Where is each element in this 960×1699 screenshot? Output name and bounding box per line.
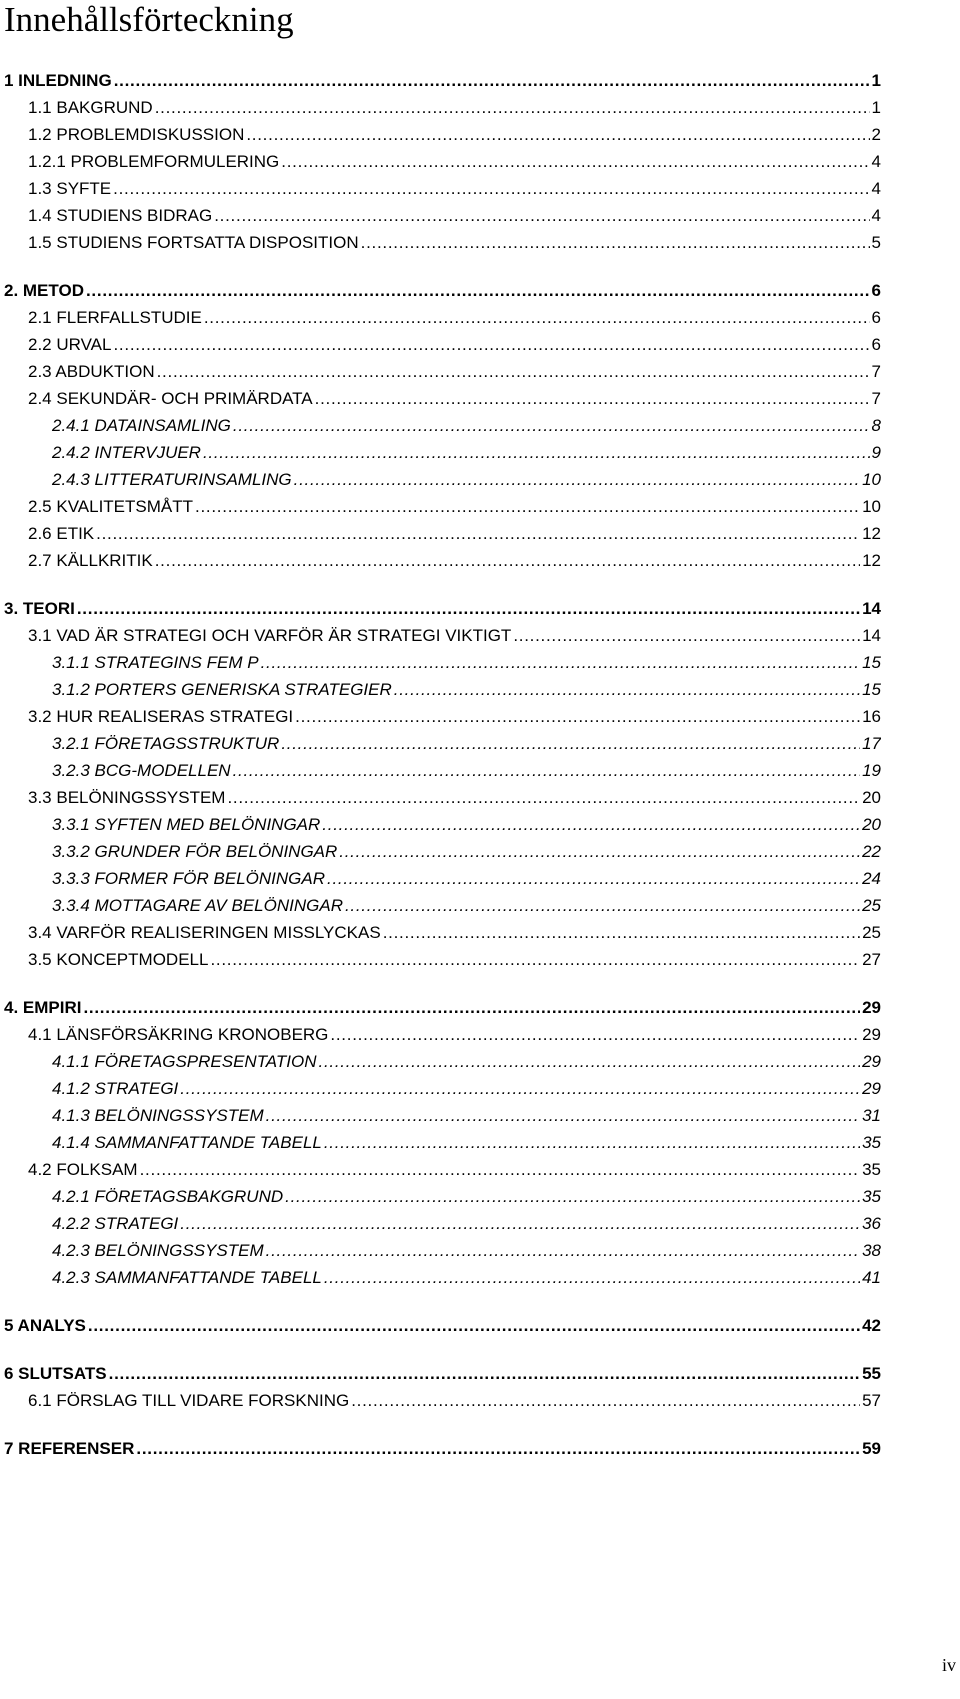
dot-leader [324, 1267, 860, 1289]
dot-leader [324, 1132, 860, 1154]
toc-entry-label: 3.2 HUR REALISERAS STRATEGI [28, 707, 294, 726]
dot-leader [113, 178, 869, 200]
toc-entry-label: 4.1.4 SAMMANFATTANDE TABELL [52, 1133, 322, 1152]
toc-entry-page: 1 [871, 98, 881, 117]
toc-entry-page: 15 [862, 653, 881, 672]
toc-entry-label: 1.2 PROBLEMDISKUSSION [28, 125, 245, 144]
toc-entry-label: 3.2.3 BCG-MODELLEN [52, 761, 231, 780]
toc-entry[interactable] [0, 442, 881, 464]
toc-entry-label: 3.1.1 STRATEGINS FEM P [52, 653, 259, 672]
toc-entry[interactable] [0, 814, 881, 836]
dot-leader [266, 1240, 860, 1262]
dot-leader [281, 733, 860, 755]
dot-leader [233, 760, 861, 782]
dot-leader [180, 1078, 860, 1100]
toc-entry-label: 4.2 FOLKSAM [28, 1160, 138, 1179]
toc-entry-page: 14 [862, 626, 881, 645]
dot-leader [383, 922, 860, 944]
toc-entry-page: 4 [871, 152, 881, 171]
toc-entry-page: 6 [871, 308, 881, 327]
toc-entry-page: 29 [862, 998, 881, 1017]
page-number: iv [941, 1655, 956, 1675]
toc-entry[interactable] [0, 997, 881, 1019]
toc-entry[interactable] [0, 679, 881, 701]
toc-entry[interactable] [0, 70, 881, 92]
toc-entry-page: 25 [862, 923, 881, 942]
toc-entry[interactable] [0, 841, 881, 863]
toc-entry-label: 1.3 SYFTE [28, 179, 112, 198]
toc-entry[interactable] [0, 523, 881, 545]
toc-entry[interactable] [0, 415, 881, 437]
dot-leader [319, 1051, 861, 1073]
toc-entry[interactable] [0, 1051, 881, 1073]
toc-entry-label: 4.2.2 STRATEGI [52, 1214, 179, 1233]
toc-entry-page: 17 [862, 734, 881, 753]
dot-leader [513, 625, 860, 647]
toc-entry-page: 14 [862, 599, 881, 618]
toc-entry-label: 4. EMPIRI [4, 998, 82, 1017]
dot-leader [351, 1390, 860, 1412]
toc-entry[interactable] [0, 760, 881, 782]
toc-entry-label: 3.3.1 SYFTEN MED BELÖNINGAR [52, 815, 321, 834]
toc-entry-label: 5 ANALYS [4, 1316, 86, 1335]
dot-leader [315, 388, 870, 410]
toc-entry[interactable] [0, 496, 881, 518]
dot-leader [86, 280, 870, 302]
toc-entry[interactable] [0, 334, 881, 356]
toc-entry[interactable] [0, 1078, 881, 1100]
toc-entry-page: 8 [871, 416, 881, 435]
toc-entry[interactable] [0, 388, 881, 410]
toc-entry-page: 35 [862, 1187, 881, 1206]
toc-entry[interactable] [0, 652, 881, 674]
toc-entry-label: 2.2 URVAL [28, 335, 112, 354]
toc-entry-page: 16 [862, 707, 881, 726]
toc-entry-page: 36 [862, 1214, 881, 1233]
toc-entry[interactable] [0, 550, 881, 572]
toc-entry-label: 3.2.1 FÖRETAGSSTRUKTUR [52, 734, 280, 753]
toc-entry[interactable] [0, 868, 881, 890]
toc-entry-page: 19 [862, 761, 881, 780]
toc-entry-label: 3.4 VARFÖR REALISERINGEN MISSLYCKAS [28, 923, 381, 942]
toc-entry-label: 4.2.3 SAMMANFATTANDE TABELL [52, 1268, 322, 1287]
toc-entry[interactable] [0, 1363, 881, 1385]
toc-entry-page: 12 [862, 524, 881, 543]
dot-leader [157, 361, 870, 383]
toc-entry-page: 35 [862, 1160, 881, 1179]
toc-entry-label: 1 INLEDNING [4, 71, 112, 90]
toc-entry-page: 6 [871, 335, 881, 354]
toc-entry-page: 5 [871, 233, 881, 252]
toc-entry[interactable] [0, 232, 881, 254]
dot-leader [83, 997, 860, 1019]
dot-leader [266, 1105, 860, 1127]
toc-entry-page: 2 [871, 125, 881, 144]
toc-entry[interactable] [0, 1105, 881, 1127]
dot-leader [281, 151, 869, 173]
toc-entry-label: 3.3.2 GRUNDER FÖR BELÖNINGAR [52, 842, 338, 861]
toc-entry[interactable] [0, 895, 881, 917]
toc-entry-page: 38 [862, 1241, 881, 1260]
toc-entry-label: 4.1.2 STRATEGI [52, 1079, 179, 1098]
dot-leader [322, 814, 860, 836]
toc-entry-page: 4 [871, 206, 881, 225]
toc-entry[interactable] [0, 787, 881, 809]
toc-entry-label: 2.1 FLERFALLSTUDIE [28, 308, 202, 327]
toc-entry-page: 24 [862, 869, 881, 888]
dot-leader [261, 652, 861, 674]
dot-leader [113, 334, 869, 356]
toc-entry-label: 1.1 BAKGRUND [28, 98, 153, 117]
dot-leader [246, 124, 869, 146]
toc-entry-label: 6.1 FÖRSLAG TILL VIDARE FORSKNING [28, 1391, 350, 1410]
toc-entry-label: 1.4 STUDIENS BIDRAG [28, 206, 213, 225]
toc-entry-label: 4.1.1 FÖRETAGSPRESENTATION [52, 1052, 317, 1071]
toc-entry-page: 55 [862, 1364, 881, 1383]
toc-entry-page: 25 [862, 896, 881, 915]
toc-entry-page: 9 [871, 443, 881, 462]
toc-entry-page: 35 [862, 1133, 881, 1152]
toc-entry[interactable] [0, 97, 881, 119]
toc-entry[interactable] [0, 1315, 881, 1337]
toc-entry-label: 3.3.3 FORMER FÖR BELÖNINGAR [52, 869, 325, 888]
toc-entry-label: 2.4.2 INTERVJUER [52, 443, 201, 462]
toc-entry-page: 7 [871, 362, 881, 381]
toc-entry[interactable] [0, 733, 881, 755]
toc-entry-label: 1.2.1 PROBLEMFORMULERING [28, 152, 280, 171]
dot-leader [180, 1213, 860, 1235]
toc-entry-label: 2.3 ABDUKTION [28, 362, 155, 381]
toc-entry-label: 2. METOD [4, 281, 84, 300]
toc-entry-label: 3.3.4 MOTTAGARE AV BELÖNINGAR [52, 896, 343, 915]
dot-leader [96, 523, 860, 545]
dot-leader [233, 415, 870, 437]
toc-entry-label: 7 REFERENSER [4, 1439, 135, 1458]
dot-leader [77, 598, 860, 620]
toc-entry-label: 6 SLUTSATS [4, 1364, 107, 1383]
toc-entry[interactable] [0, 205, 881, 227]
toc-title: Innehållsförteckning [4, 0, 294, 39]
toc-entry-page: 42 [862, 1316, 881, 1335]
toc-entry-page: 27 [862, 950, 881, 969]
toc-entry-label: 3. TEORI [4, 599, 75, 618]
toc-entry-label: 2.5 KVALITETSMÅTT [28, 497, 194, 516]
toc-entry-label: 3.5 KONCEPTMODELL [28, 950, 209, 969]
toc-entry[interactable] [0, 706, 881, 728]
toc-entry-page: 22 [862, 842, 881, 861]
dot-leader [140, 1159, 860, 1181]
toc-entry-label: 3.1 VAD ÄR STRATEGI OCH VARFÖR ÄR STRATEGI VIKTIGT [28, 626, 512, 645]
toc-entry-page: 59 [862, 1439, 881, 1458]
dot-leader [394, 679, 860, 701]
toc-entry[interactable] [0, 151, 881, 173]
toc-entry[interactable] [0, 178, 881, 200]
toc-entry-label: 4.1.3 BELÖNINGSSYSTEM [52, 1106, 264, 1125]
toc-entry-label: 4.2.3 BELÖNINGSSYSTEM [52, 1241, 264, 1260]
toc-entry-label: 2.4.3 LITTERATURINSAMLING [52, 470, 292, 489]
toc-entry-page: 20 [862, 788, 881, 807]
dot-leader [295, 706, 860, 728]
toc-entry-label: 2.6 ETIK [28, 524, 95, 543]
toc-entry-page: 29 [862, 1052, 881, 1071]
toc-entry[interactable] [0, 1267, 881, 1289]
toc-entry-page: 10 [862, 497, 881, 516]
toc-entry-label: 2.4 SEKUNDÄR- OCH PRIMÄRDATA [28, 389, 313, 408]
toc-entry[interactable] [0, 949, 881, 971]
toc-entry-page: 15 [862, 680, 881, 699]
toc-entry[interactable] [0, 1213, 881, 1235]
dot-leader [339, 841, 860, 863]
toc-entry[interactable] [0, 469, 881, 491]
toc-entry-page: 6 [871, 281, 881, 300]
toc-entry-page: 41 [862, 1268, 881, 1287]
toc-entry[interactable] [0, 124, 881, 146]
toc-entry-label: 1.5 STUDIENS FORTSATTA DISPOSITION [28, 233, 359, 252]
dot-leader [330, 1024, 860, 1046]
dot-leader [136, 1438, 860, 1460]
toc-entry-page: 57 [862, 1391, 881, 1410]
toc-entry-page: 7 [871, 389, 881, 408]
toc-entry[interactable] [0, 280, 881, 302]
dot-leader [195, 496, 860, 518]
dot-leader [109, 1363, 860, 1385]
toc-entry[interactable] [0, 1159, 881, 1181]
dot-leader [204, 307, 870, 329]
dot-leader [155, 550, 860, 572]
toc-entry-label: 4.1 LÄNSFÖRSÄKRING KRONOBERG [28, 1025, 329, 1044]
dot-leader [285, 1186, 860, 1208]
toc-entry-page: 1 [871, 71, 881, 90]
dot-leader [294, 469, 860, 491]
toc-entry[interactable] [0, 1438, 881, 1460]
toc-entry-label: 3.1.2 PORTERS GENERISKA STRATEGIER [52, 680, 392, 699]
toc-entry[interactable] [0, 922, 881, 944]
toc-entry-page: 20 [862, 815, 881, 834]
dot-leader [214, 205, 869, 227]
toc-entry-page: 29 [862, 1025, 881, 1044]
toc-entry-page: 12 [862, 551, 881, 570]
toc-entry-page: 10 [862, 470, 881, 489]
dot-leader [203, 442, 870, 464]
dot-leader [88, 1315, 860, 1337]
toc-entry[interactable] [0, 1186, 881, 1208]
toc-entry[interactable] [0, 361, 881, 383]
toc-entry[interactable] [0, 1240, 881, 1262]
dot-leader [210, 949, 860, 971]
toc-entry[interactable] [0, 598, 881, 620]
dot-leader [361, 232, 870, 254]
toc-entry-page: 4 [871, 179, 881, 198]
dot-leader [345, 895, 860, 917]
toc-entry-label: 2.7 KÄLLKRITIK [28, 551, 153, 570]
toc-entry-page: 29 [862, 1079, 881, 1098]
toc-entry[interactable] [0, 1024, 881, 1046]
toc-entry[interactable] [0, 307, 881, 329]
toc-entry[interactable] [0, 1132, 881, 1154]
toc-entry-label: 4.2.1 FÖRETAGSBAKGRUND [52, 1187, 284, 1206]
dot-leader [227, 787, 860, 809]
toc-entry-label: 3.3 BELÖNINGSSYSTEM [28, 788, 226, 807]
toc-entry[interactable] [0, 625, 881, 647]
toc-entry-label: 2.4.1 DATAINSAMLING [52, 416, 231, 435]
dot-leader [327, 868, 860, 890]
dot-leader [114, 70, 870, 92]
toc-entry[interactable] [0, 1390, 881, 1412]
dot-leader [155, 97, 870, 119]
toc-entry-page: 31 [862, 1106, 881, 1125]
